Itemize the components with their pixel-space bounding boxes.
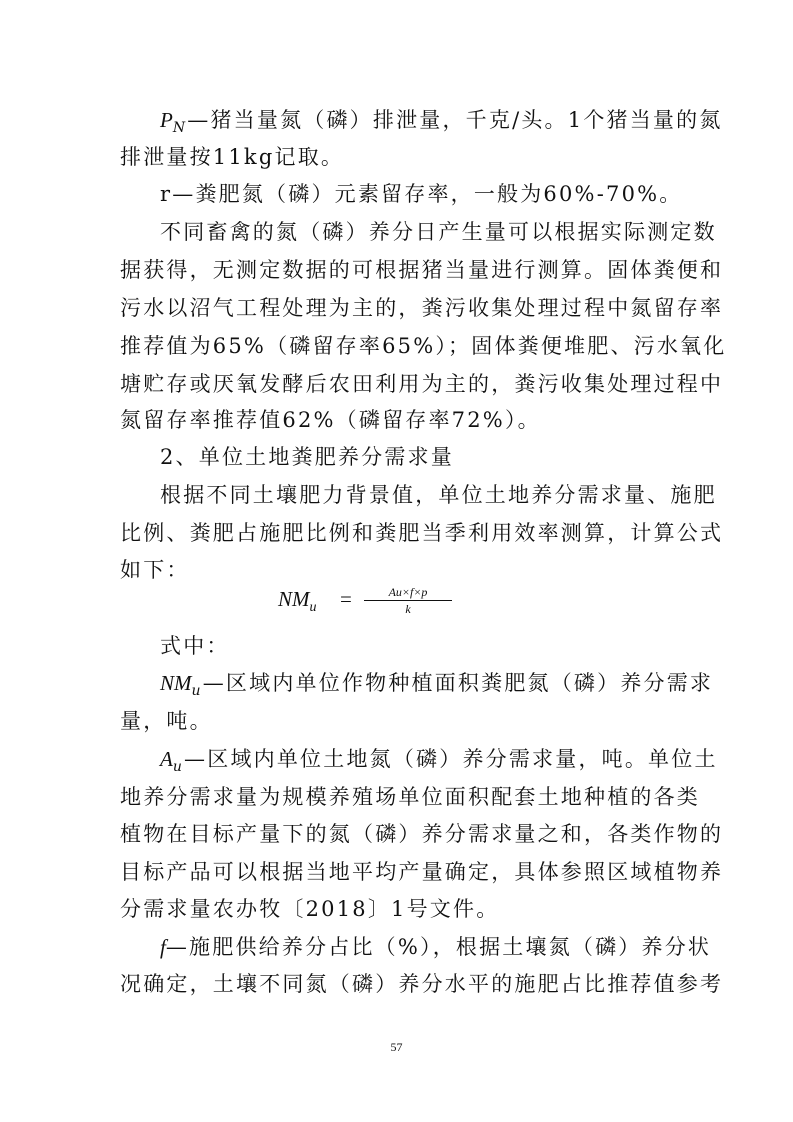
- section-heading: 2、单位土地粪肥养分需求量: [160, 445, 454, 469]
- line-text: —猪当量氮（磷）排泄量，千克/头。1个猪当量的氮: [187, 108, 723, 132]
- formula-fraction: [364, 585, 452, 616]
- text-line: 量，吨。: [120, 709, 213, 733]
- math-symbol: NM: [160, 671, 192, 695]
- line-text: —区域内单位作物种植面积粪肥氮（磷）养分需求: [202, 671, 714, 695]
- page-number: 57: [390, 1040, 403, 1054]
- text-line: 如下：: [120, 558, 190, 582]
- math-subscript: N: [172, 120, 188, 136]
- text-line: 植物在目标产量下的氮（磷）养分需求量之和，各类作物的: [120, 822, 724, 846]
- text-line: 地养分需求量为规模养殖场单位面积配套土地种植的各类: [120, 785, 700, 809]
- formula-equals: =: [340, 587, 352, 611]
- text-line: 式中：: [160, 634, 230, 658]
- text-line: 塘贮存或厌氧发酵后农田利用为主的，粪污收集处理过程中: [120, 372, 724, 396]
- text-line: 分需求量农办牧〔2018〕1号文件。: [120, 897, 500, 921]
- text-line: 目标产品可以根据当地平均产量确定，具体参照区域植物养: [120, 860, 724, 884]
- line-text: —施肥供给养分占比（%），根据土壤氮（磷）养分状: [165, 935, 712, 959]
- line-text: —区域内单位土地氮（磷）养分需求量，吨。单位土: [184, 747, 718, 771]
- text-line: 不同畜禽的氮（磷）养分日产生量可以根据实际测定数: [160, 220, 717, 244]
- text-line: [160, 933, 720, 961]
- formula-lhs: $NM_u$: [278, 587, 317, 615]
- text-line: 据获得，无测定数据的可根据猪当量进行测算。固体粪便和: [120, 258, 724, 282]
- text-line: r—粪肥氮（磷）元素留存率，一般为60%-70%。: [160, 182, 683, 206]
- text-line: 推荐值为65%（磷留存率65%）；固体粪便堆肥、污水氧化: [120, 334, 727, 358]
- text-line: 排泄量按11kg记取。: [120, 145, 345, 169]
- text-line: 比例、粪肥占施肥比例和粪肥当季利用效率测算，计算公式: [120, 521, 724, 545]
- math-symbol: P: [160, 108, 173, 132]
- formula: [278, 585, 578, 625]
- math-symbol: A: [160, 747, 173, 771]
- formula-denominator: k: [405, 602, 411, 616]
- text-line: 况确定，土壤不同氮（磷）养分水平的施肥占比推荐值参考: [120, 972, 724, 996]
- math-subscript: u: [191, 683, 203, 699]
- text-line: [160, 669, 720, 705]
- text-line: 污水以沼气工程处理为主的，粪污收集处理过程中氮留存率: [120, 296, 724, 320]
- text-line: [160, 745, 720, 781]
- math-subscript: u: [172, 759, 185, 775]
- fraction-bar: [364, 600, 452, 601]
- formula-numerator: Au×f×p: [388, 585, 428, 599]
- text-line: 氮留存率推荐值62%（磷留存率72%）。: [120, 408, 541, 432]
- text-line: 根据不同土壤肥力背景值，单位土地养分需求量、施肥: [160, 483, 717, 507]
- text-line: [160, 106, 723, 142]
- math-symbol: f: [160, 935, 166, 959]
